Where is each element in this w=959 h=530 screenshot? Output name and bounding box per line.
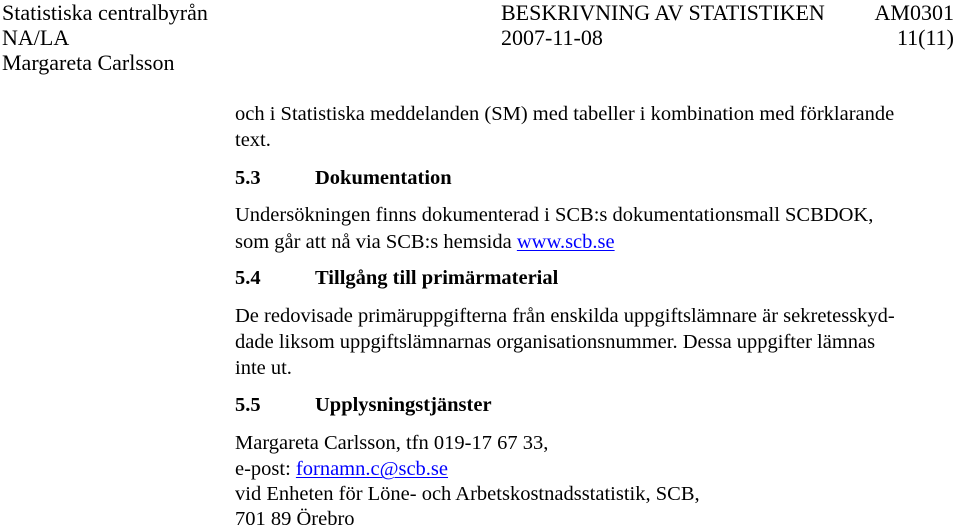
header-page-number: 11(11) — [896, 25, 954, 50]
section-5-3-line-2-text: som går att nå via SCB:s hemsida — [235, 231, 517, 253]
section-5-5-line-1: Margareta Carlsson, tfn 019-17 67 33, — [235, 432, 549, 454]
section-5-3-title: Dokumentation — [315, 167, 452, 189]
header-doc-code: AM0301 — [874, 0, 954, 25]
intro-line-1: och i Statistiska meddelanden (SM) med tabeller i kombination med förklarande — [235, 103, 895, 125]
contact-email-link[interactable]: fornamn.c@scb.se — [295, 458, 449, 480]
header-author: Margareta Carlsson — [2, 50, 175, 75]
section-5-4-line-2: dade liksom uppgiftslämnarnas organisationsnummer. Dessa uppgifter lämnas — [235, 331, 876, 353]
section-5-3-number: 5.3 — [235, 167, 261, 189]
section-5-5-line-4: 701 89 Örebro — [235, 508, 355, 530]
section-5-5-email-label: e-post: — [235, 458, 296, 480]
section-5-5-line-2 — [235, 459, 448, 480]
section-5-3-line-1: Undersökningen finns dokumenterad i SCB:s dokumentationsmall SCBDOK, — [235, 204, 874, 226]
section-5-4-number: 5.4 — [235, 267, 261, 289]
header-org: Statistiska centralbyrån — [2, 0, 208, 25]
section-5-3-line-2 — [235, 232, 615, 253]
header-date: 2007-11-08 — [501, 25, 603, 50]
header-unit: NA/LA — [2, 25, 70, 50]
section-5-5-title: Upplysningstjänster — [315, 394, 492, 416]
section-5-4-line-1: De redovisade primäruppgifterna från enskilda uppgiftslämnare är sekretesskyd- — [235, 305, 895, 327]
section-5-4-title: Tillgång till primärmaterial — [315, 267, 559, 289]
header-doc-title: BESKRIVNING AV STATISTIKEN — [501, 0, 825, 25]
section-5-4-line-3: inte ut. — [235, 357, 292, 379]
section-5-5-number: 5.5 — [235, 394, 261, 416]
section-5-5-line-3: vid Enheten för Löne- och Arbetskostnadsstatistik, SCB, — [235, 483, 700, 505]
intro-line-2: text. — [235, 129, 271, 151]
scb-website-link[interactable]: www.scb.se — [516, 231, 615, 253]
